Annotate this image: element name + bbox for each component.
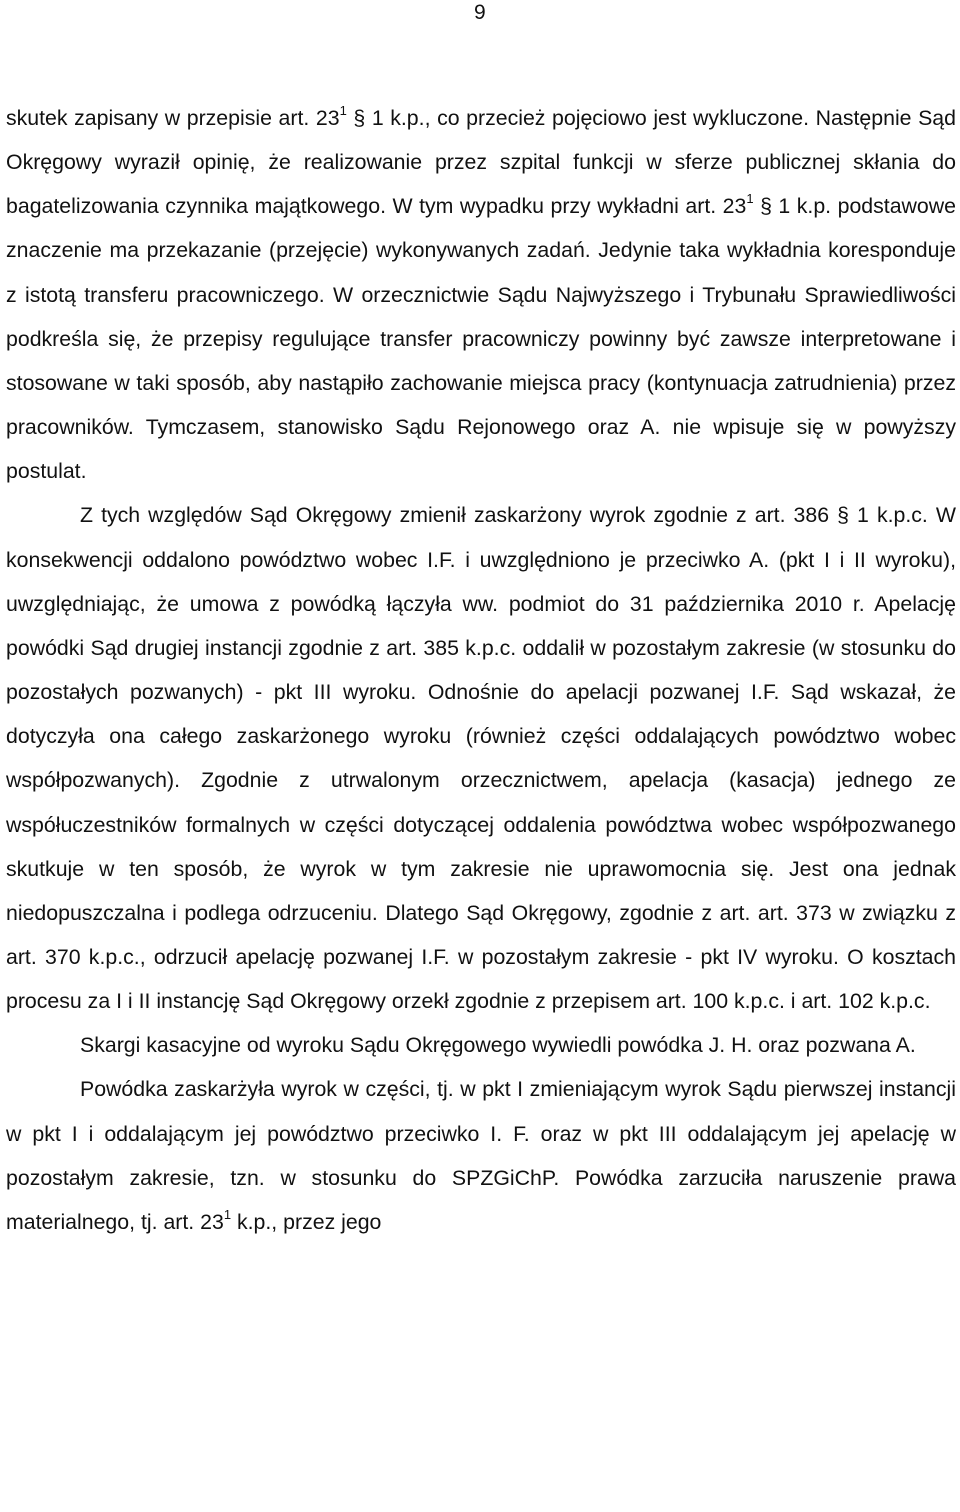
text-run: Skargi kasacyjne od wyroku Sądu Okręgowego wywiedli powódka J. H. oraz pozwana A. (80, 1033, 916, 1058)
text-run: k.p., przez jego (231, 1209, 382, 1234)
text-run: Powódka zaskarżyła wyrok w części, tj. w pkt I zmieniającym wyrok Sądu pierwszej instancji w pkt I i oddalającym jej powództwo przeciwko I. F. oraz w pkt III oddalającym jej apelację w pozostałym zakresie, tzn. w stosunku do SPZGiChP. Powódka zarzuciła naruszenie prawa materialnego, tj. art. 23 (6, 1077, 956, 1234)
text-run: § 1 k.p., co przecież pojęciowo jest wykluczone. Następnie Sąd Okręgowy wyraził opinię, że realizowanie przez szpital funkcji w sferze publicznej skłania do bagatelizowania czynnika majątkowego. W tym wypadku przy wykładni art. 23 (6, 106, 956, 219)
page-number: 9 (474, 1, 486, 24)
superscript: 1 (223, 1206, 232, 1222)
paragraph (6, 493, 956, 1023)
text-run: § 1 k.p. podstawowe znaczenie ma przekazanie (przejęcie) wykonywanych zadań. Jedynie taka wykładnia koresponduje z istotą transferu pracowniczego. W orzecznictwie Sądu Najwyższego i Trybunału Sprawiedliwości podkreśla się, że przepisy regulujące transfer pracowniczy powinny być zawsze interpretowane i stosowane w taki sposób, aby nastąpiło zachowanie miejsca pracy (kontynuacja zatrudnienia) przez pracowników. Tymczasem, stanowisko Sądu Rejonowego oraz A. nie wpisuje się w powyższy postulat. (6, 194, 956, 484)
superscript: 1 (339, 103, 347, 118)
superscript: 1 (746, 191, 754, 207)
text-run: Z tych względów Sąd Okręgowy zmienił zaskarżony wyrok zgodnie z art. 386 § 1 k.p.c. W konsekwencji oddalono powództwo wobec I.F. i uwzględniono je przeciwko A. (pkt I i II wyroku), uwzględniając, że umowa z powódką łączyła ww. podmiot do 31 października 2010 r. Apelację powódki Sąd drugiej instancji zgodnie z art. 385 k.p.c. oddalił w pozostałym zakresie (w stosunku do pozostałych pozwanych) - pkt III wyroku. Odnośnie do apelacji pozwanej I.F. Sąd wskazał, że dotyczyła ona całego zaskarżonego wyroku (również części oddalających powództwo wobec współpozwanych). Zgodnie z utrwalonym orzecznictwem, apelacja (kasacja) jednego ze współuczestników formalnych w części dotyczącej oddalenia powództwa wobec współpozwanego skutkuje w ten sposób, że wyrok w tym zakresie nie uprawomocnia się. Jest ona jednak niedopuszczalna i podlega odrzuceniu. Dlatego Sąd Okręgowy, zgodnie z art. art. 373 w związku z art. 370 k.p.c., odrzucił apelację pozwanej I.F. w pozostałym zakresie - pkt IV wyroku. O kosztach procesu za I i II instancję Sąd Okręgowy orzekł zgodnie z przepisem art. 100 k.p.c. i art. 102 k.p.c. (6, 503, 956, 1014)
document-body (6, 96, 956, 1244)
paragraph (6, 96, 956, 493)
paragraph (6, 1067, 956, 1244)
paragraph (6, 1023, 956, 1067)
text-run: skutek zapisany w przepisie art. 23 (6, 106, 340, 130)
